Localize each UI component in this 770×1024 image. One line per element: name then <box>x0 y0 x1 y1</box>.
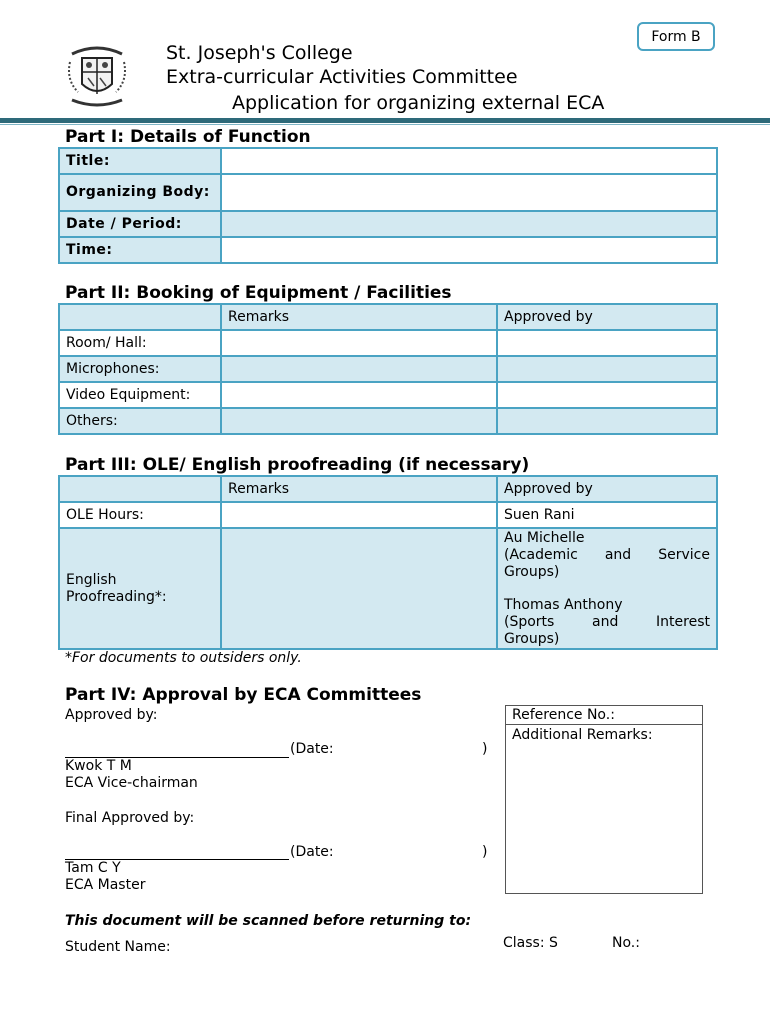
english-proofreading-approvers <box>497 528 717 649</box>
approved-by-label: Approved by: <box>65 707 158 723</box>
ole-hours-remarks[interactable] <box>221 502 497 528</box>
approver1-group: (Academic and Service <box>504 547 710 563</box>
organizing-body-field[interactable] <box>221 174 717 211</box>
remarks-header: Remarks <box>221 304 497 330</box>
title-field[interactable] <box>221 148 717 174</box>
video-equipment-label: Video Equipment: <box>59 382 221 408</box>
approver2-name: Thomas Anthony <box>504 597 623 613</box>
date-close: ) <box>482 741 488 757</box>
table-row <box>59 211 717 237</box>
part3-title: Part III: OLE/ English proofreading (if necessary) <box>65 455 530 475</box>
time-field[interactable] <box>221 237 717 263</box>
organizing-body-label: Organizing Body: <box>59 174 221 211</box>
approved-by-header: Approved by <box>497 476 717 502</box>
date-period-field[interactable] <box>221 211 717 237</box>
final-approved-by-label: Final Approved by: <box>65 810 195 826</box>
signer1-role: ECA Vice-chairman <box>65 775 198 791</box>
table-row <box>59 174 717 211</box>
blank-header-cell <box>59 476 221 502</box>
form-subtitle: Application for organizing external ECA <box>232 92 605 114</box>
title-label: Title: <box>59 148 221 174</box>
table-header-row <box>59 304 717 330</box>
microphones-remarks[interactable] <box>221 356 497 382</box>
table-row <box>59 382 717 408</box>
part1-title: Part I: Details of Function <box>65 127 311 147</box>
approver1-group-end: Groups) <box>504 564 560 580</box>
part2-table <box>58 303 718 435</box>
additional-remarks-label: Additional Remarks: <box>512 727 653 743</box>
footnote: *For documents to outsiders only. <box>65 650 302 666</box>
form-badge: Form B <box>637 22 715 51</box>
table-row <box>59 408 717 434</box>
table-row <box>59 148 717 174</box>
part4-title: Part IV: Approval by ECA Committees <box>65 685 422 705</box>
table-row <box>59 356 717 382</box>
others-approved[interactable] <box>497 408 717 434</box>
approver1-name: Au Michelle <box>504 530 585 546</box>
approver2-group: (Sports and Interest <box>504 614 710 630</box>
microphones-label: Microphones: <box>59 356 221 382</box>
others-label: Others: <box>59 408 221 434</box>
scan-note: This document will be scanned before returning to: <box>65 913 472 929</box>
date-label: (Date: <box>290 741 334 757</box>
time-label: Time: <box>59 237 221 263</box>
microphones-approved[interactable] <box>497 356 717 382</box>
approved-by-header: Approved by <box>497 304 717 330</box>
part3-table <box>58 475 718 650</box>
committee-name: Extra-curricular Activities Committee <box>166 66 518 88</box>
signer2-role: ECA Master <box>65 877 146 893</box>
others-remarks[interactable] <box>221 408 497 434</box>
header-rule <box>0 118 770 123</box>
header-rule-thin <box>0 124 770 125</box>
table-header-row <box>59 476 717 502</box>
table-row <box>59 502 717 528</box>
reference-remarks-box <box>505 705 703 894</box>
college-name: St. Joseph's College <box>166 42 353 64</box>
signer2-name: Tam C Y <box>65 860 121 876</box>
remarks-header: Remarks <box>221 476 497 502</box>
date-close: ) <box>482 844 488 860</box>
room-hall-remarks[interactable] <box>221 330 497 356</box>
english-proofreading-label: English Proofreading*: <box>59 528 221 649</box>
part1-table <box>58 147 718 264</box>
student-name-label: Student Name: <box>65 939 171 955</box>
ole-hours-label: OLE Hours: <box>59 502 221 528</box>
reference-no-label: Reference No.: <box>506 706 702 725</box>
number-label: No.: <box>612 935 640 951</box>
table-row <box>59 237 717 263</box>
class-label: Class: S <box>503 935 558 951</box>
room-hall-label: Room/ Hall: <box>59 330 221 356</box>
video-equipment-approved[interactable] <box>497 382 717 408</box>
table-row <box>59 528 717 649</box>
part2-title: Part II: Booking of Equipment / Facilities <box>65 283 452 303</box>
room-hall-approved[interactable] <box>497 330 717 356</box>
date-period-label: Date / Period: <box>59 211 221 237</box>
college-crest-logo <box>64 40 130 110</box>
blank-header-cell <box>59 304 221 330</box>
video-equipment-remarks[interactable] <box>221 382 497 408</box>
english-proofreading-remarks[interactable] <box>221 528 497 649</box>
signer1-name: Kwok T M <box>65 758 132 774</box>
ole-hours-approver: Suen Rani <box>497 502 717 528</box>
date-label: (Date: <box>290 844 334 860</box>
approver2-group-end: Groups) <box>504 631 560 647</box>
table-row <box>59 330 717 356</box>
